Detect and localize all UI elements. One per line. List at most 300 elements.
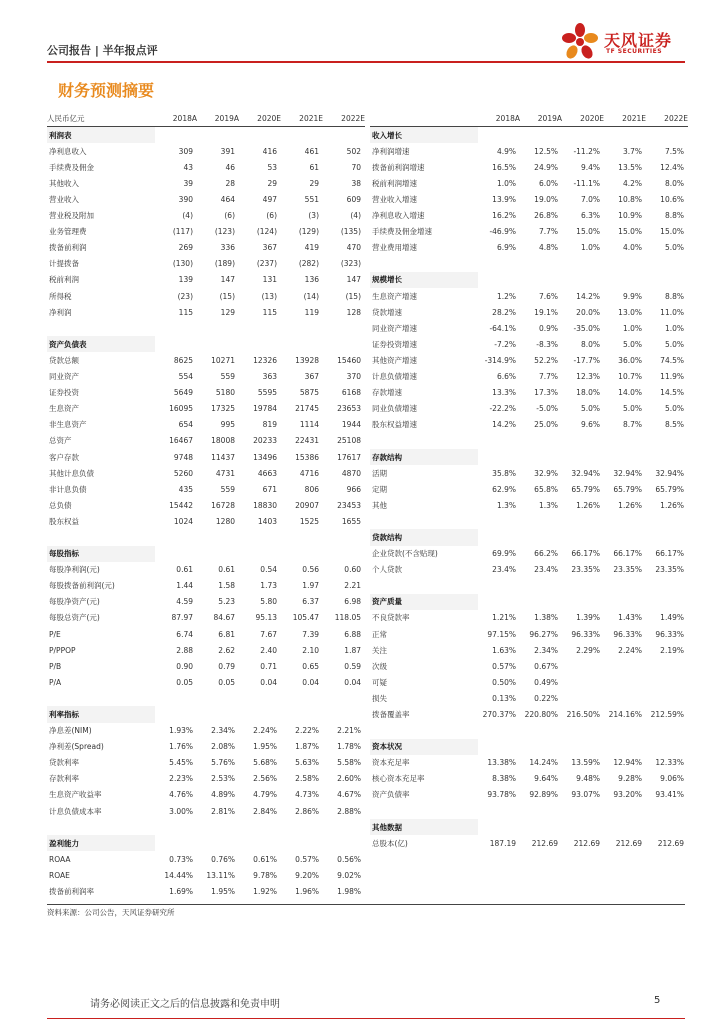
- row-value: 502: [346, 146, 361, 156]
- section-row: [370, 739, 688, 755]
- row-value: 0.61: [218, 565, 235, 575]
- row-value: (6): [266, 211, 277, 221]
- row-value: [646, 256, 688, 272]
- row-value: 0.60: [344, 565, 361, 575]
- row-value: 4.8%: [538, 243, 558, 253]
- row-value: 6.0%: [538, 178, 558, 188]
- row-value: 551: [304, 195, 319, 205]
- row-value: 5.0%: [664, 339, 684, 349]
- row-value: 96.33%: [571, 629, 600, 639]
- row-value: 15.0%: [576, 227, 600, 237]
- row-value: 0.59: [344, 661, 361, 671]
- row-label: 拨备前利润增速: [372, 162, 425, 172]
- table-row: [47, 417, 365, 433]
- row-value: 23.4%: [534, 565, 558, 575]
- row-value: 12326: [253, 355, 277, 365]
- row-value: 0.61: [176, 565, 193, 575]
- row-value: 14.2%: [492, 420, 516, 430]
- row-value: 8625: [173, 355, 193, 365]
- row-value: [520, 739, 562, 755]
- row-value: [604, 578, 646, 594]
- row-label: 净利息收入: [49, 146, 87, 156]
- row-value: 5.80: [260, 597, 277, 607]
- row-value: 0.61%: [253, 854, 277, 864]
- right-table-header: [370, 110, 688, 127]
- row-value: [197, 320, 239, 336]
- row-value: 212.59%: [650, 710, 684, 720]
- row-value: 2.24%: [253, 726, 277, 736]
- row-value: 5.0%: [664, 404, 684, 414]
- table-row: [370, 481, 688, 497]
- row-value: [604, 739, 646, 755]
- table-row: [370, 256, 688, 272]
- table-row: [47, 739, 365, 755]
- row-label: 规模增长: [370, 272, 478, 288]
- row-value: 5260: [173, 468, 193, 478]
- table-row: [47, 610, 365, 626]
- row-value: 7.7%: [538, 372, 558, 382]
- row-value: 96.33%: [655, 629, 684, 639]
- row-value: [604, 594, 646, 610]
- row-value: [323, 706, 365, 722]
- row-value: 9.64%: [534, 774, 558, 784]
- row-label: 每股净利润(元): [49, 565, 100, 575]
- row-value: 115: [262, 307, 277, 317]
- row-label: 每股指标: [47, 546, 155, 562]
- row-value: -8.3%: [536, 339, 558, 349]
- row-value: 0.76%: [211, 854, 235, 864]
- row-value: 18830: [253, 500, 277, 510]
- row-value: 52.2%: [534, 355, 558, 365]
- row-value: [239, 706, 281, 722]
- row-value: [239, 690, 281, 706]
- row-label: 活期: [372, 468, 387, 478]
- row-value: 212.69: [573, 838, 600, 848]
- row-value: 1.73: [260, 581, 277, 591]
- table-row: [370, 578, 688, 594]
- left-header-cell: 2018A: [155, 110, 197, 127]
- table-row: [370, 546, 688, 562]
- row-value: 464: [220, 195, 235, 205]
- row-value: 309: [178, 146, 193, 156]
- row-value: [323, 336, 365, 352]
- row-value: [478, 803, 520, 819]
- section-row: [370, 272, 688, 288]
- row-value: -64.1%: [489, 323, 516, 333]
- table-row: [370, 175, 688, 191]
- row-value: [520, 803, 562, 819]
- row-label: 利率指标: [47, 706, 155, 722]
- row-value: [478, 594, 520, 610]
- row-value: 15.0%: [660, 227, 684, 237]
- row-value: 5.0%: [622, 404, 642, 414]
- row-value: 1024: [173, 516, 193, 526]
- row-value: 470: [346, 243, 361, 253]
- row-value: 2.24%: [618, 645, 642, 655]
- row-value: 6.37: [302, 597, 319, 607]
- row-value: (23): [177, 291, 193, 301]
- row-value: [281, 546, 323, 562]
- row-value: 8.0%: [580, 339, 600, 349]
- row-label: 贷款增速: [372, 307, 402, 317]
- row-value: 10271: [211, 355, 235, 365]
- row-value: 61: [309, 162, 319, 172]
- table-row: [370, 787, 688, 803]
- row-value: [197, 127, 239, 144]
- row-label: [370, 256, 478, 272]
- row-label: 净利润增速: [372, 146, 410, 156]
- row-value: 5.0%: [580, 404, 600, 414]
- row-label: P/B: [49, 661, 62, 671]
- row-label: 生息资产收益率: [49, 790, 102, 800]
- row-label: 每股总资产(元): [49, 613, 100, 623]
- row-value: 65.79%: [571, 484, 600, 494]
- row-value: [155, 127, 197, 144]
- row-value: 9748: [173, 452, 193, 462]
- row-value: 25108: [337, 436, 361, 446]
- row-value: 8.7%: [622, 420, 642, 430]
- row-value: 2.21: [344, 581, 361, 591]
- row-value: 2.88%: [337, 806, 361, 816]
- row-label: 贷款利率: [49, 758, 79, 768]
- row-value: 25.0%: [534, 420, 558, 430]
- table-row: [370, 433, 688, 449]
- row-value: 14.2%: [576, 291, 600, 301]
- row-value: 87.97: [171, 613, 193, 623]
- row-value: 2.23%: [169, 774, 193, 784]
- row-value: 0.54: [260, 565, 277, 575]
- row-value: [281, 690, 323, 706]
- row-value: [197, 529, 239, 545]
- row-value: [604, 723, 646, 739]
- row-label: [47, 529, 155, 545]
- row-label: 存款利率: [49, 774, 79, 784]
- row-value: -11.2%: [573, 146, 600, 156]
- table-row: [47, 465, 365, 481]
- row-value: [562, 529, 604, 545]
- row-value: 36.0%: [618, 355, 642, 365]
- table-row: [47, 175, 365, 191]
- row-value: (3): [308, 211, 319, 221]
- row-value: 4.79%: [253, 790, 277, 800]
- row-value: (189): [214, 259, 235, 269]
- row-label: 营业收入: [49, 195, 79, 205]
- row-value: [323, 127, 365, 144]
- table-row: [370, 208, 688, 224]
- table-row: [47, 224, 365, 240]
- row-value: 23.4%: [492, 565, 516, 575]
- row-value: 15386: [295, 452, 319, 462]
- row-label: 资产负债表: [47, 336, 155, 352]
- row-value: 32.9%: [534, 468, 558, 478]
- row-value: 12.94%: [613, 758, 642, 768]
- row-value: 0.49%: [534, 677, 558, 687]
- row-value: -314.9%: [484, 355, 516, 365]
- row-value: [323, 546, 365, 562]
- table-row: [47, 690, 365, 706]
- row-value: 1.26%: [660, 500, 684, 510]
- row-label: 贷款总额: [49, 355, 79, 365]
- row-label: 利润表: [47, 127, 155, 144]
- row-value: 66.17%: [655, 549, 684, 559]
- row-value: 24.9%: [534, 162, 558, 172]
- table-row: [47, 433, 365, 449]
- row-value: 0.05: [176, 677, 193, 687]
- row-label: 其他: [372, 500, 387, 510]
- row-value: 1944: [341, 420, 361, 430]
- table-row: [370, 610, 688, 626]
- row-value: [197, 690, 239, 706]
- row-value: 461: [304, 146, 319, 156]
- row-value: 4663: [257, 468, 277, 478]
- header-rule: [47, 61, 685, 63]
- row-value: [646, 529, 688, 545]
- row-value: 66.2%: [534, 549, 558, 559]
- row-value: 0.73%: [169, 854, 193, 864]
- row-value: 32.94%: [571, 468, 600, 478]
- row-value: [604, 513, 646, 529]
- row-value: 119: [304, 307, 319, 317]
- row-value: 4.2%: [622, 178, 642, 188]
- table-row: [370, 336, 688, 352]
- row-value: 10.9%: [618, 211, 642, 221]
- row-value: 131: [262, 275, 277, 285]
- row-value: [562, 594, 604, 610]
- table-row: [47, 513, 365, 529]
- row-label: 其他收入: [49, 178, 79, 188]
- row-value: 1.0%: [496, 178, 516, 188]
- row-value: 370: [346, 372, 361, 382]
- row-value: 0.05: [218, 677, 235, 687]
- table-row: [370, 240, 688, 256]
- row-label: 税前利润: [49, 275, 79, 285]
- row-value: [478, 433, 520, 449]
- row-value: 367: [304, 372, 319, 382]
- row-value: 1.95%: [211, 887, 235, 897]
- row-label: [370, 723, 478, 739]
- row-value: 6.88: [344, 629, 361, 639]
- row-value: 2.29%: [576, 645, 600, 655]
- row-value: 13.38%: [487, 758, 516, 768]
- row-value: 1403: [257, 516, 277, 526]
- disclaimer-footer: 请务必阅读正文之后的信息披露和免责申明: [90, 999, 280, 1010]
- row-label: 拨备覆盖率: [372, 710, 410, 720]
- table-row: [47, 481, 365, 497]
- logo-text-en: TF SECURITIES: [606, 48, 663, 55]
- row-label: 存款结构: [370, 449, 478, 465]
- row-value: 69.9%: [492, 549, 516, 559]
- row-value: [155, 819, 197, 835]
- table-row: [47, 867, 365, 883]
- table-bottom-rule: [47, 904, 685, 905]
- row-value: 13.9%: [492, 195, 516, 205]
- row-value: [646, 723, 688, 739]
- row-value: [562, 658, 604, 674]
- row-label: 同业负债增速: [372, 404, 417, 414]
- row-value: 6168: [341, 388, 361, 398]
- row-value: 16.2%: [492, 211, 516, 221]
- row-value: [646, 690, 688, 706]
- row-value: 0.13%: [492, 693, 516, 703]
- row-value: [562, 449, 604, 465]
- row-value: (15): [219, 291, 235, 301]
- row-value: 609: [346, 195, 361, 205]
- row-value: 16095: [169, 404, 193, 414]
- row-value: [604, 658, 646, 674]
- row-value: 5.63%: [295, 758, 319, 768]
- row-value: 8.5%: [664, 420, 684, 430]
- row-value: [239, 336, 281, 352]
- row-label: 个人贷款: [372, 565, 402, 575]
- row-value: (323): [340, 259, 361, 269]
- table-row: [370, 674, 688, 690]
- row-value: (135): [340, 227, 361, 237]
- row-value: 4.67%: [337, 790, 361, 800]
- row-value: 4731: [215, 468, 235, 478]
- row-value: [323, 835, 365, 851]
- row-value: [562, 739, 604, 755]
- row-value: 7.67: [260, 629, 277, 639]
- row-value: 139: [178, 275, 193, 285]
- row-value: 65.79%: [655, 484, 684, 494]
- row-value: 1.0%: [622, 323, 642, 333]
- row-value: 1.49%: [660, 613, 684, 623]
- row-value: 4.0%: [622, 243, 642, 253]
- row-value: 21745: [295, 404, 319, 414]
- row-value: [604, 803, 646, 819]
- row-label: 同业资产: [49, 372, 79, 382]
- row-value: [478, 127, 520, 144]
- row-value: (117): [172, 227, 193, 237]
- row-value: 9.28%: [618, 774, 642, 784]
- section-row: [370, 529, 688, 545]
- row-value: [520, 578, 562, 594]
- row-value: 16728: [211, 500, 235, 510]
- row-value: 4716: [299, 468, 319, 478]
- row-value: 212.69: [657, 838, 684, 848]
- row-value: [197, 336, 239, 352]
- row-label: 收入增长: [370, 127, 478, 144]
- table-row: [47, 642, 365, 658]
- row-value: 1.44: [176, 581, 193, 591]
- row-value: [562, 513, 604, 529]
- row-value: 12.5%: [534, 146, 558, 156]
- row-value: 1.93%: [169, 726, 193, 736]
- row-value: 0.56: [302, 565, 319, 575]
- row-value: 26.8%: [534, 211, 558, 221]
- row-value: [562, 674, 604, 690]
- row-value: 15460: [337, 355, 361, 365]
- row-value: 1.78%: [337, 742, 361, 752]
- row-value: [281, 835, 323, 851]
- row-value: 16.5%: [492, 162, 516, 172]
- row-value: 29: [309, 178, 319, 188]
- row-value: 84.67: [213, 613, 235, 623]
- row-value: 0.50%: [492, 677, 516, 687]
- row-value: [281, 336, 323, 352]
- row-value: 5595: [257, 388, 277, 398]
- row-value: 0.71: [260, 661, 277, 671]
- row-value: 2.22%: [295, 726, 319, 736]
- right-financial-table: [370, 110, 688, 851]
- row-value: -11.1%: [573, 178, 600, 188]
- row-value: [478, 449, 520, 465]
- row-value: [562, 803, 604, 819]
- row-value: [646, 803, 688, 819]
- row-label: 拨备前利润: [49, 243, 87, 253]
- row-value: [562, 256, 604, 272]
- table-row: [47, 819, 365, 835]
- row-value: 35.8%: [492, 468, 516, 478]
- row-value: 14.44%: [164, 870, 193, 880]
- table-row: [370, 803, 688, 819]
- row-value: 16467: [169, 436, 193, 446]
- row-value: 2.60%: [337, 774, 361, 784]
- row-value: 13.5%: [618, 162, 642, 172]
- row-value: 6.6%: [496, 372, 516, 382]
- section-row: [47, 336, 365, 352]
- row-value: 2.86%: [295, 806, 319, 816]
- row-value: 12.3%: [576, 372, 600, 382]
- row-value: (124): [256, 227, 277, 237]
- row-label: 计息负债增速: [372, 372, 417, 382]
- row-value: [155, 690, 197, 706]
- row-value: [520, 449, 562, 465]
- row-label: 企业贷款(不含贴现): [372, 549, 438, 559]
- row-value: 97.15%: [487, 629, 516, 639]
- row-value: [646, 819, 688, 835]
- row-value: [478, 256, 520, 272]
- row-value: 129: [220, 307, 235, 317]
- row-value: 17617: [337, 452, 361, 462]
- table-row: [370, 642, 688, 658]
- row-value: 8.38%: [492, 774, 516, 784]
- table-row: [370, 706, 688, 722]
- row-value: [562, 127, 604, 144]
- row-value: 1.21%: [492, 613, 516, 623]
- row-value: [239, 835, 281, 851]
- row-label: 非计息负债: [49, 484, 87, 494]
- row-value: [281, 529, 323, 545]
- row-value: -35.0%: [573, 323, 600, 333]
- row-value: 2.81%: [211, 806, 235, 816]
- row-value: [478, 578, 520, 594]
- row-value: 29: [267, 178, 277, 188]
- row-label: 正常: [372, 629, 387, 639]
- row-value: 9.48%: [576, 774, 600, 784]
- row-value: [239, 127, 281, 144]
- row-label: [370, 803, 478, 819]
- row-value: -7.2%: [494, 339, 516, 349]
- row-value: 147: [220, 275, 235, 285]
- table-row: [47, 723, 365, 739]
- row-value: [646, 594, 688, 610]
- row-value: [604, 127, 646, 144]
- row-value: [520, 819, 562, 835]
- row-value: 1.87%: [295, 742, 319, 752]
- row-value: 46: [225, 162, 235, 172]
- row-value: 14.24%: [529, 758, 558, 768]
- row-label: 客户存款: [49, 452, 79, 462]
- table-row: [47, 143, 365, 159]
- row-value: 93.78%: [487, 790, 516, 800]
- table-row: [370, 513, 688, 529]
- row-value: 13496: [253, 452, 277, 462]
- row-value: [478, 529, 520, 545]
- row-value: 13.11%: [206, 870, 235, 880]
- row-value: [239, 320, 281, 336]
- row-value: 1.96%: [295, 887, 319, 897]
